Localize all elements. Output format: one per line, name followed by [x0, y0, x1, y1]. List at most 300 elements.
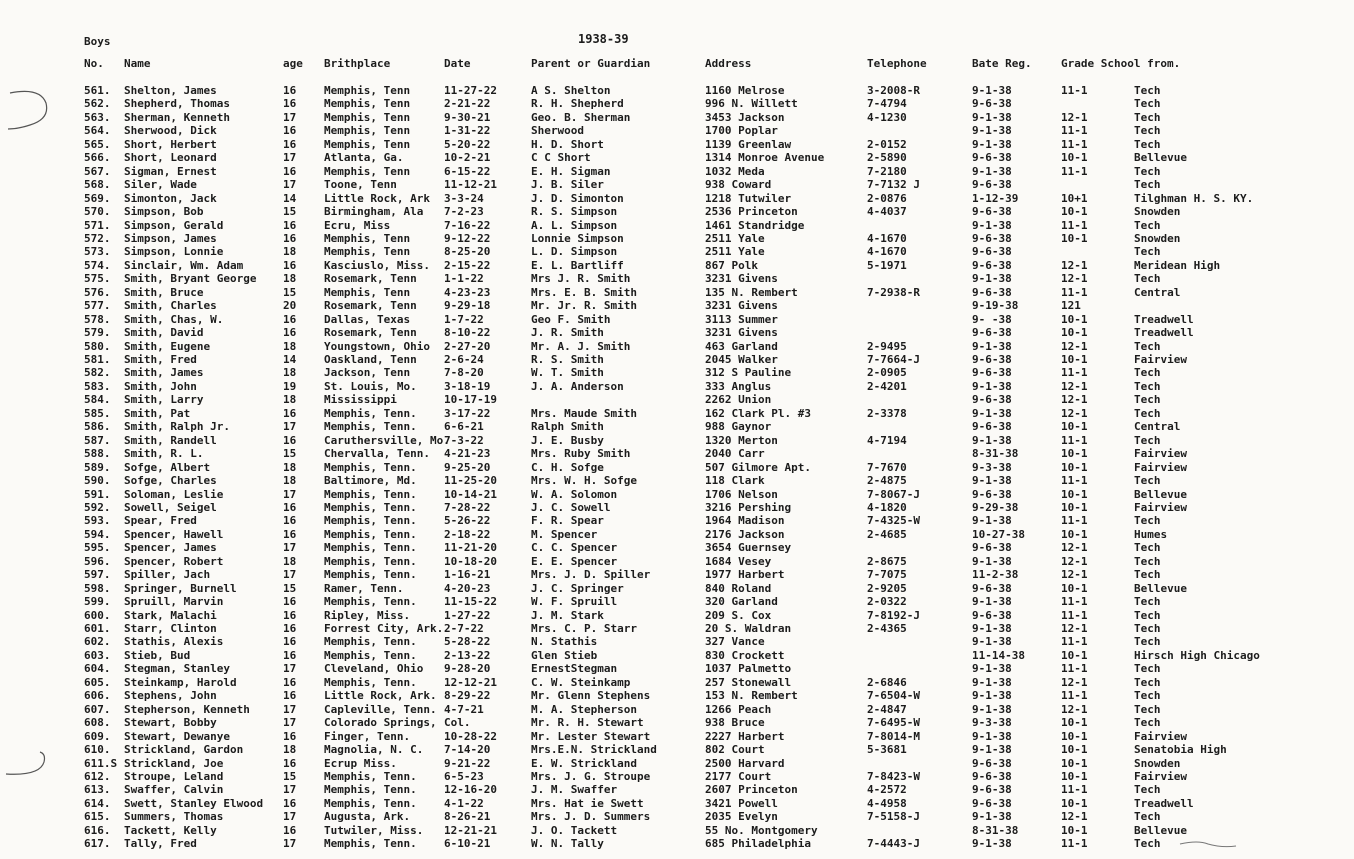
grade: 11-1	[1061, 84, 1088, 97]
birthplace: Toone, Tenn	[324, 178, 397, 192]
student-age: 17	[283, 420, 297, 434]
birthplace: Memphis, Tenn.	[324, 487, 417, 501]
parent-guardian: Mrs. Ruby Smith	[531, 447, 631, 461]
student-age: 18	[283, 393, 297, 407]
grade: 10-1	[1061, 353, 1088, 366]
date-registered: 9-6-38	[972, 178, 1012, 192]
telephone: 7-7132 J	[867, 178, 920, 192]
date-registered: 9-1-38	[972, 622, 1012, 635]
student-name: Smith, Bryant George	[124, 272, 257, 286]
student-name: Stewart, Dewanye	[124, 729, 230, 743]
address: 1314 Monroe Avenue	[705, 151, 825, 165]
student-age: 16	[283, 648, 297, 662]
birth-date: 2-13-22	[444, 648, 491, 662]
student-name: Steinkamp, Harold	[124, 675, 237, 689]
header-birthplace: Brithplace	[324, 57, 391, 70]
telephone: 7-6495-W	[867, 716, 920, 730]
birth-date: 12-12-21	[444, 675, 497, 689]
birth-date: 10-14-21	[444, 487, 497, 501]
address: 938 Coward	[705, 178, 772, 192]
birth-date: Col.	[444, 716, 471, 730]
grade: 12-1	[1061, 272, 1088, 286]
date-registered: 9-19-38	[972, 299, 1019, 313]
birthplace: Finger, Tenn.	[324, 729, 411, 743]
student-name: Sowell, Seigel	[124, 500, 217, 514]
parent-guardian: A. L. Simpson	[531, 218, 618, 232]
student-age: 16	[283, 595, 297, 609]
birthplace: Memphis, Tenn	[324, 124, 411, 138]
student-age: 16	[283, 608, 297, 622]
date-registered: 9-1-38	[972, 635, 1012, 649]
telephone: 2-0322	[867, 595, 907, 609]
date-registered: 9-6-38	[972, 97, 1012, 111]
student-name: Smith, Charles	[124, 299, 217, 313]
grade: 11-1	[1061, 474, 1088, 488]
student-age: 16	[283, 689, 297, 703]
entry-number: 599.	[84, 595, 111, 609]
birth-date: 4-23-23	[444, 285, 491, 299]
student-age: 16	[283, 97, 297, 111]
entry-number: 585.	[84, 406, 111, 420]
student-age: 16	[283, 231, 297, 245]
date-registered: 9-6-38	[972, 487, 1012, 501]
grade: 10-1	[1061, 487, 1088, 501]
address: 2035 Evelyn	[705, 810, 778, 824]
school-from: Central	[1134, 285, 1181, 299]
student-age: 17	[283, 662, 297, 676]
table-row	[0, 393, 1354, 406]
parent-guardian: Mrs. E. B. Smith	[531, 285, 637, 299]
grade: 12-1	[1061, 810, 1088, 824]
table-row	[0, 716, 1354, 729]
birth-date: 9-21-22	[444, 756, 491, 770]
student-name: Smith, R. L.	[124, 447, 204, 461]
school-from: Tech	[1134, 366, 1161, 380]
entry-number: 582.	[84, 366, 111, 380]
birth-date: 11-12-21	[444, 178, 497, 192]
address: 2227 Harbert	[705, 729, 785, 743]
birth-date: 2-6-24	[444, 353, 484, 366]
table-row	[0, 313, 1354, 326]
birthplace: Memphis, Tenn.	[324, 796, 417, 810]
table-row	[0, 165, 1354, 178]
birthplace: Jackson, Tenn	[324, 366, 411, 380]
birthplace: Memphis, Tenn.	[324, 648, 417, 662]
birthplace: Memphis, Tenn.	[324, 420, 417, 434]
parent-guardian: W. A. Solomon	[531, 487, 618, 501]
birthplace: Magnolia, N. C.	[324, 743, 424, 757]
student-name: Sinclair, Wm. Adam	[124, 258, 244, 272]
entry-number: 604.	[84, 662, 111, 676]
grade: 11-1	[1061, 124, 1088, 138]
telephone: 7-8014-M	[867, 729, 920, 743]
student-age: 20	[283, 299, 297, 313]
date-registered: 10-27-38	[972, 527, 1025, 541]
table-row	[0, 407, 1354, 420]
table-row	[0, 286, 1354, 299]
telephone: 2-5890	[867, 151, 907, 165]
grade: 10-1	[1061, 581, 1088, 595]
school-from: Tech	[1134, 554, 1161, 568]
student-name: Smith, James	[124, 366, 204, 380]
school-from: Tech	[1134, 702, 1161, 716]
parent-guardian: Mr. Lester Stewart	[531, 729, 651, 743]
entry-number: 566.	[84, 151, 111, 165]
date-registered: 8-31-38	[972, 823, 1019, 837]
address: 257 Stonewall	[705, 675, 792, 689]
address: 3654 Guernsey	[705, 541, 792, 555]
section-label: Boys	[84, 35, 111, 48]
parent-guardian: Mrs. Hat ie Swett	[531, 796, 644, 810]
student-age: 16	[283, 124, 297, 138]
date-registered: 9-1-38	[972, 84, 1012, 97]
grade: 12-1	[1061, 541, 1088, 555]
school-from: Tech	[1134, 84, 1161, 97]
entry-number: 606.	[84, 689, 111, 703]
table-row	[0, 783, 1354, 796]
school-from: Tech	[1134, 245, 1161, 259]
table-row	[0, 84, 1354, 97]
grade: 12-1	[1061, 675, 1088, 689]
date-registered: 9-1-38	[972, 218, 1012, 232]
entry-number: 593.	[84, 514, 111, 528]
parent-guardian: Geo F. Smith	[531, 312, 611, 326]
parent-guardian: H. D. Short	[531, 137, 604, 151]
grade: 12-1	[1061, 393, 1088, 407]
birthplace: Memphis, Tenn	[324, 285, 411, 299]
telephone: 7-8423-W	[867, 769, 920, 783]
student-name: Short, Leonard	[124, 151, 217, 165]
table-row	[0, 420, 1354, 433]
date-registered: 9-1-38	[972, 675, 1012, 689]
student-age: 15	[283, 581, 297, 595]
parent-guardian: Mrs. W. H. Sofge	[531, 474, 637, 488]
entry-number: 572.	[84, 231, 111, 245]
telephone: 7-5158-J	[867, 810, 920, 824]
table-row	[0, 635, 1354, 648]
student-name: Short, Herbert	[124, 137, 217, 151]
parent-guardian: W. F. Spruill	[531, 595, 618, 609]
grade: 11-1	[1061, 285, 1088, 299]
student-name: Smith, Chas, W.	[124, 312, 224, 326]
student-name: Strickland, Gardon	[124, 743, 244, 757]
table-row	[0, 555, 1354, 568]
school-from: Tech	[1134, 622, 1161, 635]
table-row	[0, 649, 1354, 662]
grade: 12-1	[1061, 339, 1088, 353]
school-from: Tech	[1134, 124, 1161, 138]
student-name: Soloman, Leslie	[124, 487, 224, 501]
parent-guardian: Glen Stieb	[531, 648, 598, 662]
parent-guardian: J. D. Simonton	[531, 191, 624, 205]
grade: 12-1	[1061, 622, 1088, 635]
birth-date: 8-25-20	[444, 245, 491, 259]
school-from: Tech	[1134, 272, 1161, 286]
date-registered: 9-6-38	[972, 231, 1012, 245]
address: 118 Clark	[705, 474, 765, 488]
student-age: 17	[283, 837, 297, 851]
table-row	[0, 582, 1354, 595]
grade: 12-1	[1061, 379, 1088, 393]
grade: 11-1	[1061, 218, 1088, 232]
school-from: Tech	[1134, 568, 1161, 582]
date-registered: 9-1-38	[972, 662, 1012, 676]
student-age: 16	[283, 500, 297, 514]
student-age: 17	[283, 568, 297, 582]
date-registered: 9-6-38	[972, 769, 1012, 783]
telephone: 7-7075	[867, 568, 907, 582]
address: 1461 Standridge	[705, 218, 805, 232]
grade: 11-1	[1061, 635, 1088, 649]
birth-date: 12-16-20	[444, 783, 497, 797]
table-row	[0, 662, 1354, 675]
student-age: 17	[283, 702, 297, 716]
parent-guardian: E. L. Bartliff	[531, 258, 624, 272]
table-row	[0, 326, 1354, 339]
telephone: 4-1820	[867, 500, 907, 514]
school-from: Snowden	[1134, 756, 1181, 770]
grade: 10-1	[1061, 716, 1088, 730]
entry-number: 584.	[84, 393, 111, 407]
birthplace: Dallas, Texas	[324, 312, 411, 326]
student-age: 17	[283, 783, 297, 797]
birthplace: Caruthersville, Mo.	[324, 433, 450, 447]
entry-number: 576.	[84, 285, 111, 299]
school-from: Tech	[1134, 97, 1161, 111]
address: 1037 Palmetto	[705, 662, 792, 676]
parent-guardian: J. A. Anderson	[531, 379, 624, 393]
header-age: age	[283, 57, 303, 70]
table-row	[0, 205, 1354, 218]
birthplace: Memphis, Tenn	[324, 84, 411, 97]
telephone: 4-4958	[867, 796, 907, 810]
telephone: 4-1670	[867, 231, 907, 245]
address: 463 Garland	[705, 339, 778, 353]
school-from: Snowden	[1134, 205, 1181, 219]
student-age: 16	[283, 823, 297, 837]
parent-guardian: Mrs. Maude Smith	[531, 406, 637, 420]
entry-number: 597.	[84, 568, 111, 582]
birthplace: Kasciuslo, Miss.	[324, 258, 430, 272]
school-from: Tech	[1134, 406, 1161, 420]
student-name: Sofge, Albert	[124, 460, 211, 474]
address: 840 Roland	[705, 581, 772, 595]
date-registered: 9-6-38	[972, 285, 1012, 299]
birth-date: 9-12-22	[444, 231, 491, 245]
birth-date: 4-20-23	[444, 581, 491, 595]
entry-number: 563.	[84, 110, 111, 124]
pencil-bracket-mark	[0, 85, 60, 145]
entry-number: 608.	[84, 716, 111, 730]
telephone: 2-0876	[867, 191, 907, 205]
date-registered: 9-6-38	[972, 581, 1012, 595]
address: 2500 Harvard	[705, 756, 785, 770]
telephone: 4-1670	[867, 245, 907, 259]
date-registered: 9-6-38	[972, 205, 1012, 219]
student-name: Smith, Larry	[124, 393, 204, 407]
entry-number: 590.	[84, 474, 111, 488]
birthplace: Capleville, Tenn.	[324, 702, 437, 716]
address: 327 Vance	[705, 635, 765, 649]
date-registered: 9- -38	[972, 312, 1012, 326]
table-row	[0, 245, 1354, 258]
table-row	[0, 353, 1354, 366]
date-registered: 9-1-38	[972, 339, 1012, 353]
table-row	[0, 541, 1354, 554]
school-from: Tech	[1134, 810, 1161, 824]
student-age: 16	[283, 326, 297, 340]
address: 3231 Givens	[705, 299, 778, 313]
birthplace: Rosemark, Tenn	[324, 299, 417, 313]
birth-date: 8-10-22	[444, 326, 491, 340]
student-age: 16	[283, 514, 297, 528]
birthplace: Memphis, Tenn.	[324, 568, 417, 582]
grade: 10-1	[1061, 420, 1088, 434]
school-from: Fairview	[1134, 500, 1187, 514]
address: 2511 Yale	[705, 245, 765, 259]
date-registered: 9-6-38	[972, 783, 1012, 797]
school-from: Fairview	[1134, 447, 1187, 461]
entry-number: 573.	[84, 245, 111, 259]
address: 2511 Yale	[705, 231, 765, 245]
birthplace: Rosemark, Tenn	[324, 326, 417, 340]
birthplace: Tutwiler, Miss.	[324, 823, 424, 837]
table-row	[0, 192, 1354, 205]
entry-number: 570.	[84, 205, 111, 219]
birth-date: 7-8-20	[444, 366, 484, 380]
student-name: Stathis, Alexis	[124, 635, 224, 649]
birth-date: 7-28-22	[444, 500, 491, 514]
birthplace: Memphis, Tenn.	[324, 783, 417, 797]
school-from: Tech	[1134, 433, 1161, 447]
entry-number: 574.	[84, 258, 111, 272]
entry-number: 575.	[84, 272, 111, 286]
student-age: 18	[283, 743, 297, 757]
birthplace: Ecru, Miss	[324, 218, 391, 232]
parent-guardian: R. S. Simpson	[531, 205, 618, 219]
date-registered: 9-1-38	[972, 474, 1012, 488]
student-name: Sigman, Ernest	[124, 164, 217, 178]
date-registered: 9-29-38	[972, 500, 1019, 514]
table-row	[0, 824, 1354, 837]
birth-date: 5-26-22	[444, 514, 491, 528]
student-name: Spencer, Hawell	[124, 527, 224, 541]
address: 3231 Givens	[705, 272, 778, 286]
birth-date: 8-26-21	[444, 810, 491, 824]
entry-number: 614.	[84, 796, 111, 810]
address: 1266 Peach	[705, 702, 772, 716]
school-from: Bellevue	[1134, 823, 1187, 837]
address: 2177 Court	[705, 769, 772, 783]
table-row	[0, 124, 1354, 137]
student-name: Smith, Ralph Jr.	[124, 420, 230, 434]
entry-number: 613.	[84, 783, 111, 797]
address: 312 S Pauline	[705, 366, 792, 380]
entry-number: 598.	[84, 581, 111, 595]
table-row	[0, 730, 1354, 743]
telephone: 4-1230	[867, 110, 907, 124]
parent-guardian: W. N. Tally	[531, 837, 604, 851]
date-registered: 9-6-38	[972, 151, 1012, 165]
school-from: Tech	[1134, 837, 1161, 851]
student-age: 16	[283, 675, 297, 689]
school-from: Central	[1134, 420, 1181, 434]
birth-date: 3-17-22	[444, 406, 491, 420]
student-name: Summers, Thomas	[124, 810, 224, 824]
address: 3421 Powell	[705, 796, 778, 810]
student-age: 16	[283, 635, 297, 649]
student-name: Stegman, Stanley	[124, 662, 230, 676]
date-registered: 9-6-38	[972, 258, 1012, 272]
birth-date: 7-3-22	[444, 433, 484, 447]
school-from: Tech	[1134, 541, 1161, 555]
address: 3113 Summer	[705, 312, 778, 326]
entry-number: 617.	[84, 837, 111, 851]
birthplace: Memphis, Tenn	[324, 231, 411, 245]
table-row	[0, 595, 1354, 608]
telephone: 7-4325-W	[867, 514, 920, 528]
telephone: 7-7670	[867, 460, 907, 474]
telephone: 7-4794	[867, 97, 907, 111]
birth-date: 7-14-20	[444, 743, 491, 757]
student-name: Simpson, Gerald	[124, 218, 224, 232]
birth-date: 4-1-22	[444, 796, 484, 810]
birthplace: Memphis, Tenn.	[324, 406, 417, 420]
address: 3453 Jackson	[705, 110, 785, 124]
school-from: Tech	[1134, 218, 1161, 232]
table-row	[0, 797, 1354, 810]
telephone: 4-7194	[867, 433, 907, 447]
grade: 10-1	[1061, 151, 1088, 165]
table-row	[0, 380, 1354, 393]
table-row	[0, 609, 1354, 622]
student-name: Stieb, Bud	[124, 648, 191, 662]
table-row	[0, 703, 1354, 716]
student-name: Spiller, Jach	[124, 568, 211, 582]
table-row	[0, 676, 1354, 689]
school-from: Fairview	[1134, 353, 1187, 366]
entry-number: 600.	[84, 608, 111, 622]
grade: 10-1	[1061, 500, 1088, 514]
school-from: Tech	[1134, 608, 1161, 622]
student-name: Shepherd, Thomas	[124, 97, 230, 111]
pencil-bracket-mark	[0, 750, 60, 790]
birth-date: 1-16-21	[444, 568, 491, 582]
parent-guardian: F. R. Spear	[531, 514, 604, 528]
address: 333 Anglus	[705, 379, 772, 393]
telephone: 5-3681	[867, 743, 907, 757]
table-row	[0, 461, 1354, 474]
student-age: 18	[283, 460, 297, 474]
date-registered: 9-1-38	[972, 729, 1012, 743]
address: 1218 Tutwiler	[705, 191, 792, 205]
birth-date: 1-27-22	[444, 608, 491, 622]
birth-date: 6-10-21	[444, 837, 491, 851]
student-age: 16	[283, 84, 297, 97]
school-from: Fairview	[1134, 460, 1187, 474]
entry-number: 602.	[84, 635, 111, 649]
table-row	[0, 272, 1354, 285]
student-name: Stroupe, Leland	[124, 769, 224, 783]
address: 3231 Givens	[705, 326, 778, 340]
table-row	[0, 434, 1354, 447]
school-from: Fairview	[1134, 729, 1187, 743]
parent-guardian: L. D. Simpson	[531, 245, 618, 259]
birthplace: Rosemark, Tenn	[324, 272, 417, 286]
address: 2176 Jackson	[705, 527, 785, 541]
entry-number: 605.	[84, 675, 111, 689]
student-age: 17	[283, 110, 297, 124]
